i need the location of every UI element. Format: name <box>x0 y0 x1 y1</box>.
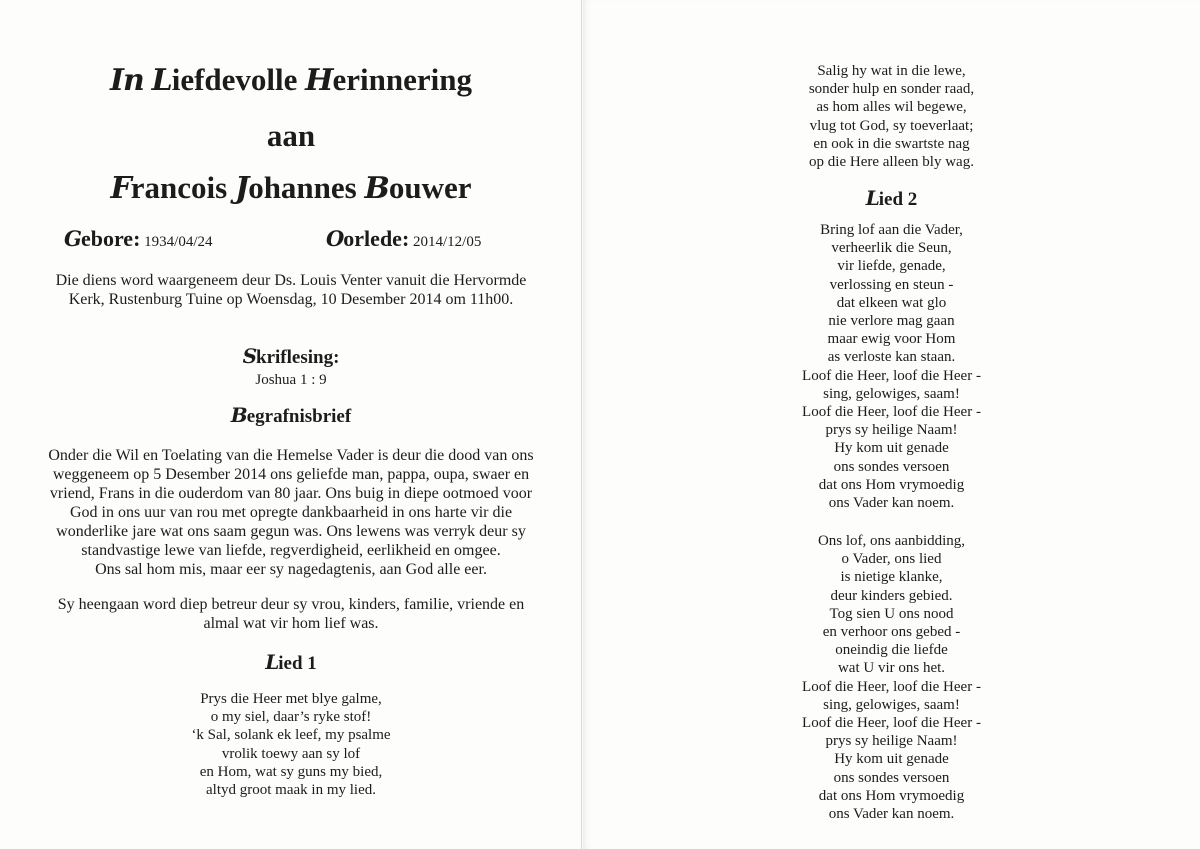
song-line: ons Vader kan noem. <box>828 495 955 512</box>
song-line: wat U vir ons het. <box>837 660 946 677</box>
scripture-heading-text: kriflesing: <box>256 347 340 368</box>
song-line: sing, gelowiges, saam! <box>823 696 960 713</box>
service-line: Kerk, Rustenburg Tuine op Woensdag, 10 Desember 2014 om 11h00. <box>68 291 514 308</box>
birth-date-value: 1934/04/24 <box>144 234 213 250</box>
letter-heading-text: egrafnisbrief <box>246 406 352 427</box>
song-line: oneindig die liefde <box>835 642 948 659</box>
song-line: as hom alles wil begewe, <box>816 99 967 116</box>
birth-label <box>64 226 140 251</box>
song-line: verheerlik die Seun, <box>831 240 952 257</box>
letter-initial: B <box>230 403 247 427</box>
song-line: maar ewig voor Hom <box>827 331 956 348</box>
letter-line: weggeneem op 5 Desember 2014 ons geliefde man, pappa, oupa, swaer en <box>52 466 530 483</box>
letter-line: wonderlike jare wat ons saam gegun was. Ons lewens was verryk deur sy <box>56 523 526 540</box>
title-rest-2: iefdevolle <box>171 62 298 97</box>
service-line: Die diens word waargeneem deur Ds. Louis Venter vanuit die Hervormde <box>55 272 527 289</box>
song-line: nie verlore mag gaan <box>828 313 955 330</box>
song-line: ons Vader kan noem. <box>828 806 955 823</box>
song1-heading-text: ied 1 <box>278 653 317 674</box>
death-label-text: orlede: <box>343 226 410 251</box>
scripture-initial: S <box>242 344 257 368</box>
title-initial-3: H <box>305 63 333 98</box>
letter-line: vriend, Frans in die ouderdom van 80 jaar. Ons buig in diepe ootmoed voor <box>49 485 533 502</box>
song-line: Prys die Heer met blye galme, <box>200 691 382 707</box>
song1-verse1 <box>0 690 582 799</box>
title-initial-2: L <box>151 63 172 98</box>
closing-line: Sy heengaan word diep betreur deur sy vrou, kinders, familie, vriende en <box>57 596 525 613</box>
name-initial-1: F <box>110 171 131 206</box>
closing-line: almal wat vir hom lief was. <box>203 615 379 632</box>
letter-line: Onder die Wil en Toelating van die Hemelse Vader is deur die dood van ons <box>48 447 534 464</box>
song1-initial: L <box>265 650 279 674</box>
song-line: vlug tot God, sy toeverlaat; <box>809 117 974 134</box>
song-line: Tog sien U ons nood <box>829 605 954 622</box>
death-initial: O <box>326 226 344 251</box>
scripture-heading <box>0 344 582 369</box>
song-line: verlossing en steun - <box>829 276 954 293</box>
title-aan: aan <box>266 118 316 153</box>
name-rest-2: ohannes <box>248 170 357 205</box>
funeral-letter-heading <box>0 403 582 428</box>
song-line: dat elkeen wat glo <box>836 294 947 311</box>
memorial-title <box>0 64 582 96</box>
song-line: en ook in die swartste nag <box>813 135 970 152</box>
song2-heading-text: ied 2 <box>878 189 918 210</box>
song-line: Loof die Heer, loof die Heer - <box>802 678 981 695</box>
letter-line: Ons sal hom mis, maar eer sy nagedagtenis, aan God alle eer. <box>95 561 487 578</box>
song2-heading <box>583 186 1200 211</box>
song-line: op die Here alleen bly wag. <box>809 154 974 171</box>
birth-initial: G <box>64 226 81 251</box>
letter-line: standvastige lewe van liefde, regverdigheid, eerlikheid en omgee. <box>81 542 501 559</box>
name-initial-2: J <box>234 171 249 206</box>
song1-verse2 <box>583 62 1200 171</box>
death-date-value: 2014/12/05 <box>413 234 482 250</box>
song-line: Hy kom uit genade <box>834 440 949 457</box>
name-rest-3: ouwer <box>388 170 472 205</box>
song-line: deur kinders gebied. <box>830 587 953 604</box>
title-initial-1: In <box>110 63 144 98</box>
song-line: as verloste kan staan. <box>827 349 956 366</box>
song-line: Salig hy wat in die lewe, <box>817 63 966 79</box>
funeral-letter-body <box>30 446 552 579</box>
song-line: o Vader, ons lied <box>841 551 942 568</box>
name-initial-3: B <box>364 171 389 206</box>
song-line: en Hom, wat sy guns my bied, <box>199 763 383 780</box>
song2-initial: L <box>865 186 879 210</box>
song-line: en verhoor ons gebed - <box>822 624 961 641</box>
song-line: vrolik toewy aan sy lof <box>221 745 361 762</box>
song2-verse1 <box>583 221 1200 512</box>
song-line: Bring lof aan die Vader, <box>820 222 963 238</box>
song-line: ons sondes versoen <box>833 458 950 475</box>
scripture-reference: Joshua 1 : 9 <box>255 372 327 388</box>
song-line: prys sy heilige Naam! <box>825 422 958 439</box>
song-line: altyd groot maak in my lied. <box>206 782 376 799</box>
song-line: vir liefde, genade, <box>837 258 946 275</box>
song-line: sing, gelowiges, saam! <box>823 385 960 402</box>
service-info <box>30 271 552 309</box>
song-line: ‘k Sal, solank ek leef, my psalme <box>191 727 391 744</box>
death-label <box>326 226 409 251</box>
deceased-name <box>0 172 582 204</box>
title-rest-3: erinnering <box>332 62 472 97</box>
song-line: o my siel, daar’s ryke stof! <box>210 709 372 726</box>
song-line: Loof die Heer, loof die Heer - <box>802 404 981 421</box>
song-line: sonder hulp en sonder raad, <box>808 81 975 98</box>
song-line: dat ons Hom vrymoedig <box>818 787 965 804</box>
death-date <box>326 226 481 252</box>
song-line: prys sy heilige Naam! <box>825 733 958 750</box>
song-line: Ons lof, ons aanbidding, <box>817 533 966 549</box>
birth-label-text: ebore: <box>80 226 141 251</box>
song-line: Loof die Heer, loof die Heer - <box>802 367 981 384</box>
song-line: Hy kom uit genade <box>834 751 949 768</box>
song-line: ons sondes versoen <box>833 769 950 786</box>
letter-line: God in ons uur van rou met opregte dankbaarheid in ons harte vir die <box>69 504 513 521</box>
song-line: is nietige klanke, <box>840 569 943 586</box>
song2-verse2 <box>583 532 1200 823</box>
song-line: dat ons Hom vrymoedig <box>818 476 965 493</box>
song1-heading <box>0 650 582 675</box>
dates-row <box>0 226 582 256</box>
song-line: Loof die Heer, loof die Heer - <box>802 715 981 732</box>
name-rest-1: rancois <box>130 170 228 205</box>
funeral-letter-closing <box>30 595 552 633</box>
birth-date <box>64 226 213 252</box>
